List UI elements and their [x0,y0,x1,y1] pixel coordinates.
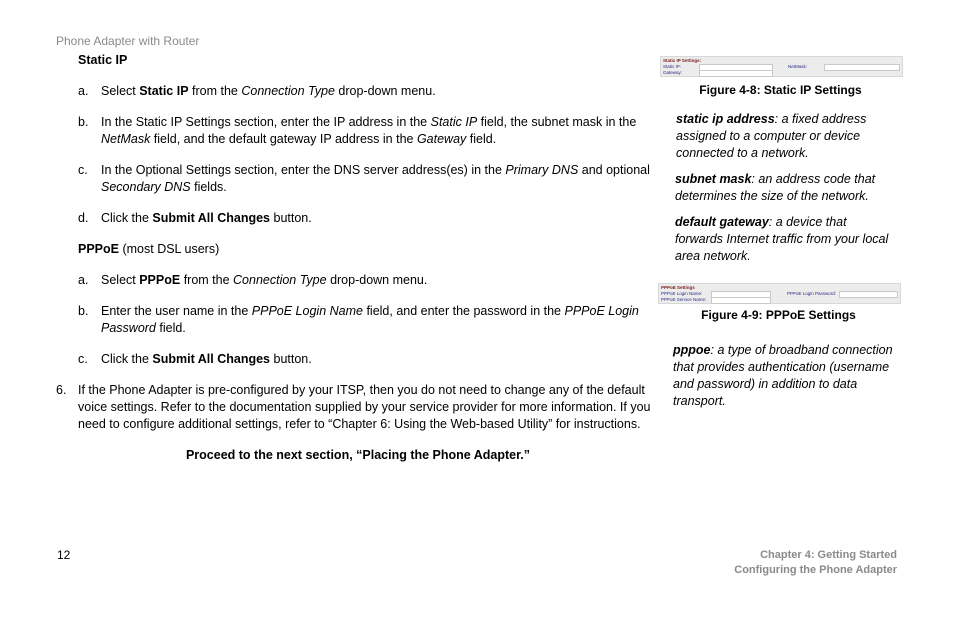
static-ip-step-a: a. Select Static IP from the Connection Type drop-down menu. [78,84,436,98]
step-6-text: If the Phone Adapter is pre-configured by your ITSP, then you do not need to change any of the default voice settings. Refer to the documentation supplied by your service provider for more information. If you need to configure additional settings, refer to “Chapter 6: Using the Web-based Utility” for instructions. [78,383,651,431]
step-6 [56,382,660,433]
figure-4-8-caption: Figure 4-8: Static IP Settings [699,83,862,97]
static-ip-settings-figure: Static IP Settings: Static IP: NetMask: Gateway: [660,56,903,77]
pppoe-step-b: b. Enter the user name in the PPPoE Login Name field, and enter the password in the PPPoE Login Password field. [78,304,639,335]
proceed-note: Proceed to the next section, “Placing the Phone Adapter.” [185,448,531,462]
running-header: Phone Adapter with Router [56,34,200,48]
step-label: c. [78,352,88,366]
pppoe-settings-figure: PPPoE Settings PPPoE Login Name: PPPoE Login Password: PPPoE Service Name: [658,283,901,304]
glossary-pppoe: pppoe: a type of broadband connection that provides authentication (username and password) in addition to data transport. [673,343,893,408]
glossary-static-ip: static ip address: a fixed address assigned to a computer or device connected to a network. [676,112,867,160]
static-ip-step-b: b. In the Static IP Settings section, enter the IP address in the Static IP field, the subnet mask in the NetMask field, and the default gateway IP address in the Gateway field. [78,115,637,146]
page-number: 12 [57,548,71,562]
glossary-subnet-mask: subnet mask: an address code that determines the size of the network. [675,172,876,203]
step-label: b. [78,304,89,318]
step-label: a. [78,84,89,98]
step-label: d. [78,211,89,225]
pppoe-heading: PPPoE (most DSL users) [78,242,220,256]
step-label: a. [78,273,89,287]
static-ip-step-c: c. In the Optional Settings section, enter the DNS server address(es) in the Primary DNS and optional Secondary DNS fields. [78,163,650,194]
step-number: 6. [56,383,67,397]
glossary-default-gateway: default gateway: a device that forwards Internet traffic from your local area network. [675,215,889,263]
pppoe-step-a: a. Select PPPoE from the Connection Type drop-down menu. [78,273,428,287]
static-ip-heading: Static IP [78,53,128,67]
step-label: c. [78,163,88,177]
static-ip-step-d: d. Click the Submit All Changes button. [78,211,312,225]
figure-4-9-caption: Figure 4-9: PPPoE Settings [701,308,856,322]
chapter-footer: Chapter 4: Getting Started Configuring the Phone Adapter [734,549,897,576]
step-label: b. [78,115,89,129]
main-column [56,52,660,464]
pppoe-step-c: c. Click the Submit All Changes button. [78,352,312,366]
